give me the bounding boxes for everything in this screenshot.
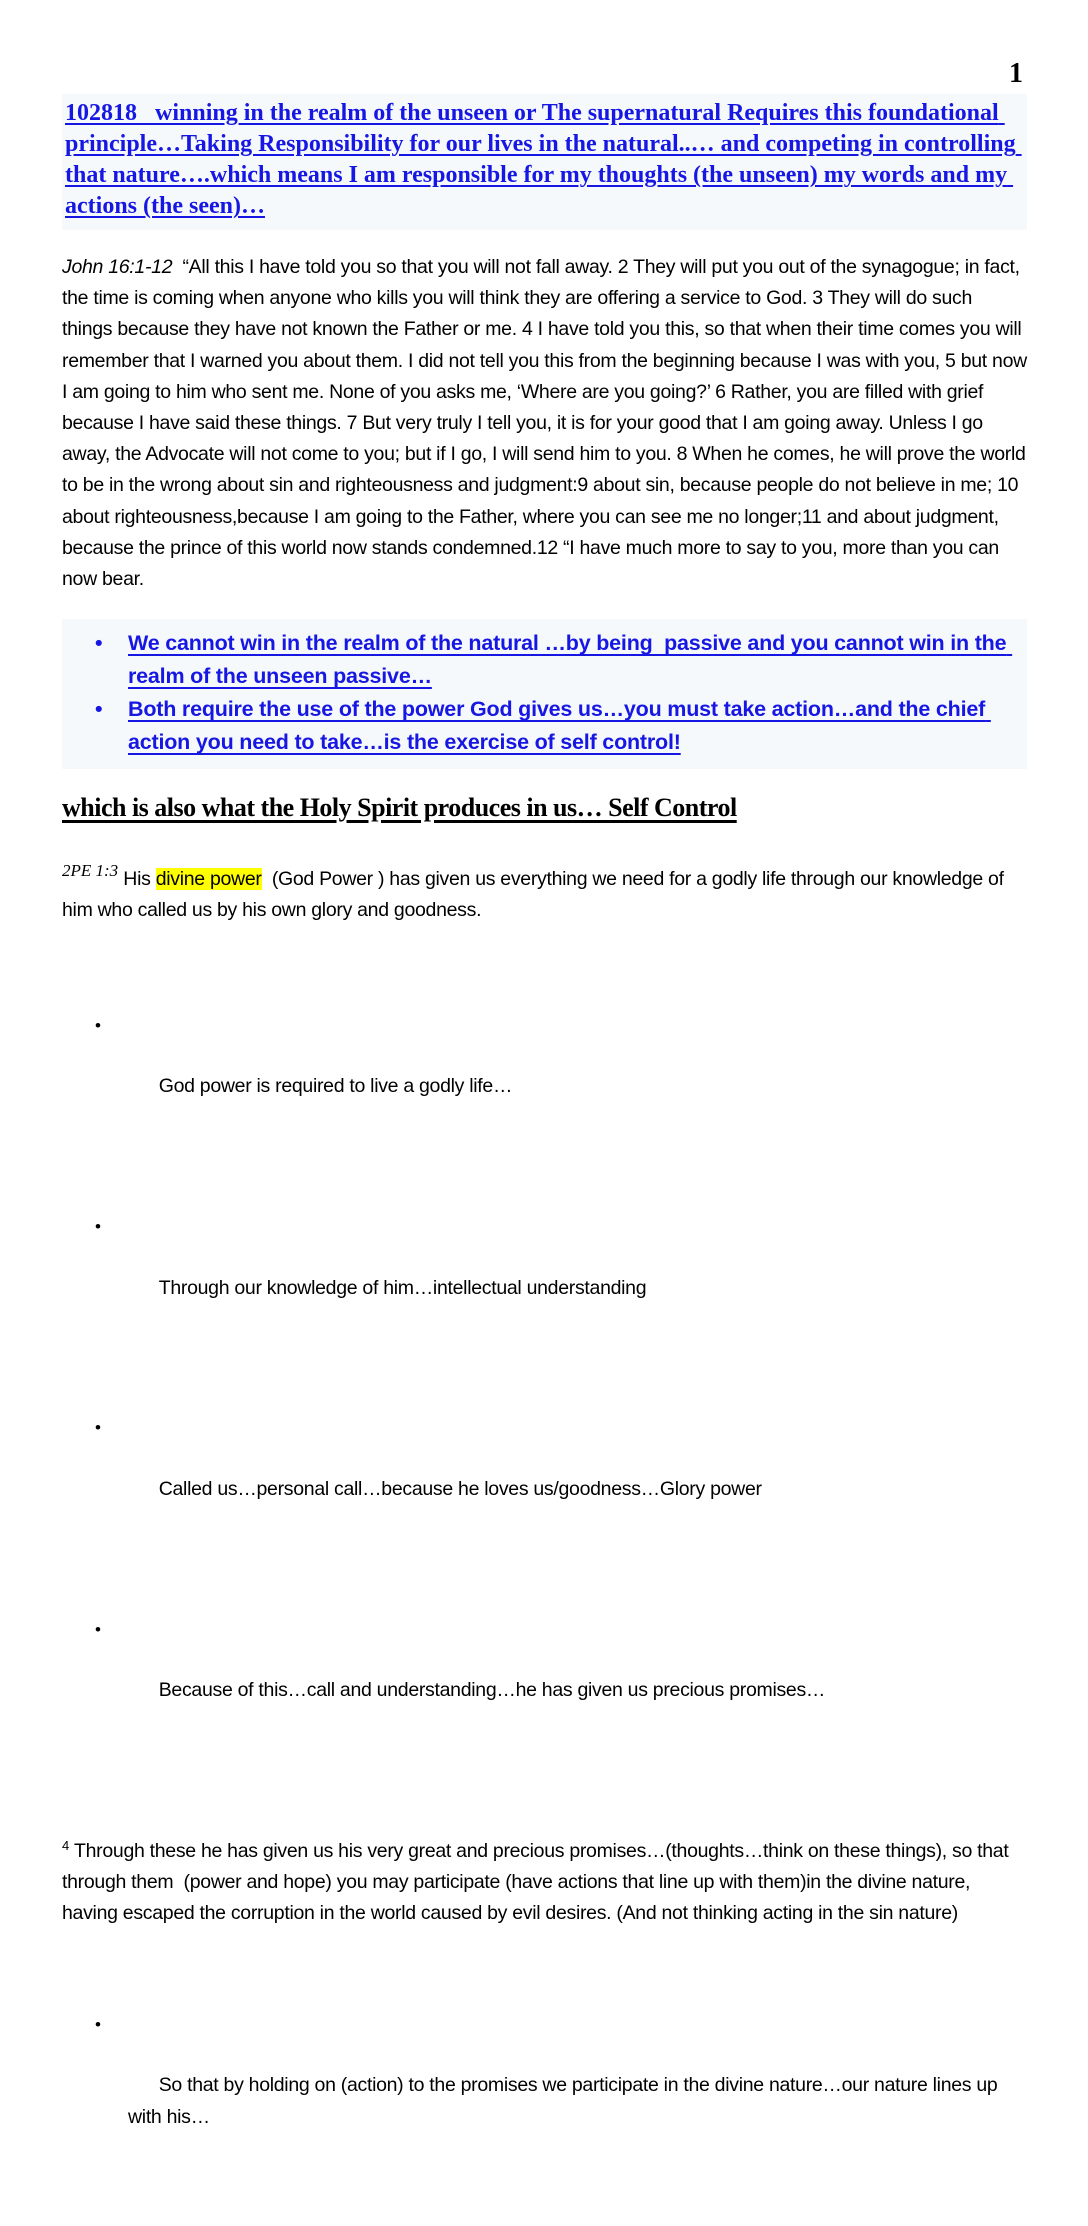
promises-paragraph-text: Through these he has given us his very great and precious promises…(thoughts…think on these things), so that through them (power and hope) you may participate (have actions that line up with them)in the divine nature, having escaped the corruption in the world caused by evil desires. (And not thinking acting in the sin nature) [62, 1839, 1014, 1925]
closing-bullet-text: So that by holding on (action) to the promises we participate in the divine nature…our nature lines up with his… [128, 2074, 1003, 2128]
list-item [62, 1009, 1027, 1134]
emphasis-block [62, 619, 1027, 769]
john-scripture-reference: John 16:1-12 [62, 256, 173, 278]
verse-number-superscript: 4 [62, 1837, 70, 1853]
list-item [62, 1613, 1027, 1738]
peter-scripture-reference: 2PE 1:3 [62, 861, 119, 881]
emphasis-bullet-list [62, 627, 1019, 759]
page-number: 1 [1009, 58, 1023, 89]
study-bullet-text: Through our knowledge of him…intellectual understanding [158, 1276, 647, 1299]
promises-paragraph [62, 1830, 1027, 1930]
list-item [62, 1210, 1027, 1335]
bullet-icon: • [95, 1418, 101, 1438]
document-title: 102818 winning in the realm of the unseen or The supernatural Requires this foundational principle…Taking Responsibility for our lives in the natural..… and competing in controlling that nature….which means I am responsible for my thoughts (the unseen) my words and my actions (the seen)… [65, 100, 1022, 219]
john-scripture-text: “All this I have told you so that you will not fall away. 2 They will put you out of the synagogue; in fact, the time is coming when anyone who kills you will think they are offering a service to God. 3 They will do such things because they have not known the Father or me. 4 I have told you this, so that when their time comes you will remember that I warned you about them. I did not tell you this from the beginning because I was with you, 5 but now I am going to him who sent me. None of you asks me, ‘Where are you going?’ 6 Rather, you are filled with grief because I have said these things. 7 But very truly I tell you, it is for your good that I am going away. Unless I go away, the Advocate will not come to you; but if I go, I will send him to you. 8 When he comes, he will prove the world to be in the wrong about sin and righteousness and judgment:9 about sin, because people do not believe in me; 10 about righteousness,because I am going to the Father, where you can see me no longer;11 and about judgment, because the prince of this world now stands condemned.12 “I have much more to say to you, more than you can now bear. [62, 256, 1033, 591]
emphasis-bullet-text: We cannot win in the realm of the natural …by being passive and you cannot win in the realm of the unseen passive… [128, 631, 1013, 689]
list-item [62, 2008, 1027, 2164]
closing-bullet-list [62, 1946, 1027, 2226]
highlighted-phrase: divine power [155, 868, 262, 891]
emphasis-bullet-text: Both require the use of the power God gives us…you must take action…and the chief action you need to take…is the exercise of self control! [128, 697, 991, 755]
bullet-icon: • [95, 2014, 101, 2034]
study-bullet-list [62, 947, 1027, 1814]
list-item [62, 1411, 1027, 1536]
study-bullet-text: God power is required to live a godly life… [158, 1075, 513, 1098]
john-scripture-paragraph [62, 252, 1033, 595]
section-heading: which is also what the Holy Spirit produces in us… Self Control [62, 793, 737, 823]
study-bullet-text: Because of this…call and understanding…he has given us precious promises… [158, 1679, 826, 1702]
bullet-icon: • [95, 1016, 101, 1036]
list-item [62, 693, 1019, 759]
title-block [62, 94, 1027, 230]
bullet-icon: • [95, 631, 103, 656]
bullet-icon: • [95, 1619, 101, 1639]
bullet-icon: • [95, 1217, 101, 1237]
peter-scripture-text: (God Power ) has given us everything we need for a godly life through our knowledge of him who called us by his own glory and goodness. [62, 868, 1009, 922]
list-item [62, 627, 1019, 693]
bullet-icon: • [95, 697, 103, 722]
peter-scripture-paragraph [62, 855, 1027, 926]
peter-scripture-lead: His [118, 868, 156, 891]
study-bullet-text: Called us…personal call…because he loves us/goodness…Glory power [158, 1477, 762, 1500]
